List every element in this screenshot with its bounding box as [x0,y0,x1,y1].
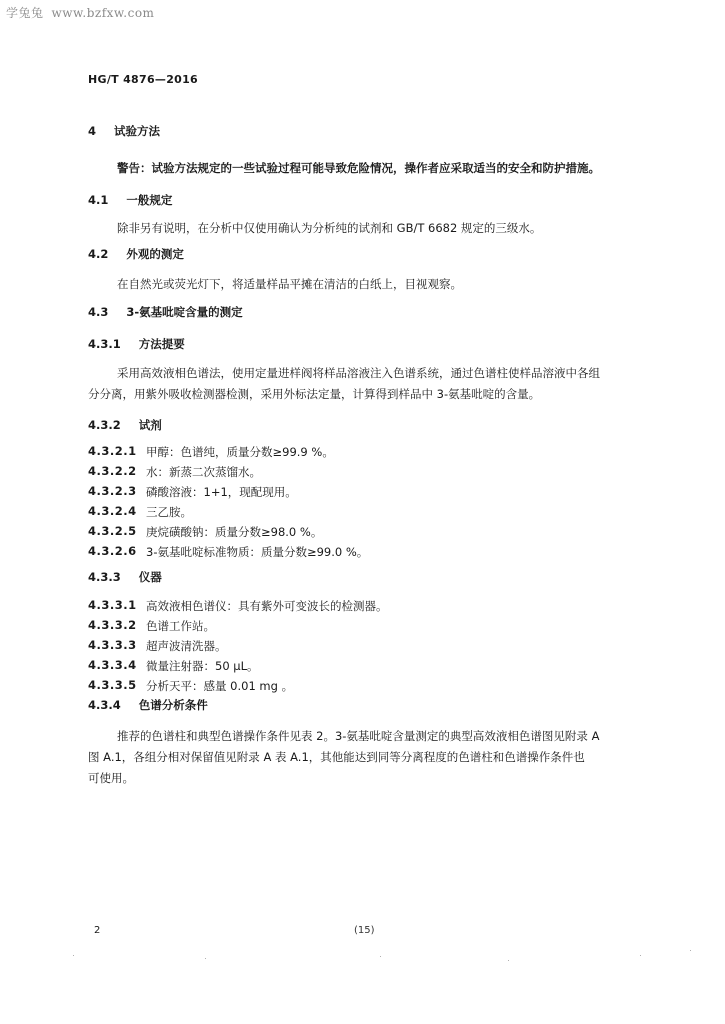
section-4-3-1-text-line-1: 采用高效液相色谱法，使用定量进样阀将样品溶液注入色谱系统，通过色谱柱使样品溶液中各组 [117,366,600,380]
instrument-text: 微量注射器：50 μL。 [146,659,259,673]
reagent-number: 4.3.2.5 [88,524,137,538]
instrument-text: 超声波清洗器。 [146,639,227,653]
section-title: 3-氨基吡啶含量的测定 [126,305,243,319]
section-4-3-4-heading [88,698,208,712]
section-number: 4.3 [88,305,109,319]
watermark [6,4,154,21]
instrument-number: 4.3.3.2 [88,618,137,632]
section-4-3-3-heading [88,570,162,584]
reagent-text: 磷酸溶液：1+1，现配现用。 [146,485,297,499]
warning-text: 警告：试验方法规定的一些试验过程可能导致危险情况，操作者应采取适当的安全和防护措施。 [117,161,600,175]
reagent-text: 庚烷磺酸钠：质量分数≥98.0 %。 [146,525,323,539]
section-title: 方法提要 [138,337,185,351]
instrument-number: 4.3.3.4 [88,658,137,672]
reagent-text: 甲醇：色谱纯，质量分数≥99.9 %。 [146,445,334,459]
section-4-3-4-text-line-3: 可使用。 [88,771,134,785]
section-title: 外观的测定 [126,247,184,261]
section-4-2-heading [88,247,184,261]
section-4-3-1-heading [88,337,185,351]
section-4-3-4-text-line-2: 图 A.1，各组分相对保留值见附录 A 表 A.1，其他能达到同等分离程度的色谱柱和色谱操作条件也 [88,750,585,764]
instrument-number: 4.3.3.3 [88,638,137,652]
instrument-number: 4.3.3.5 [88,678,137,692]
reagent-number: 4.3.2.3 [88,484,137,498]
section-number: 4.1 [88,193,109,207]
section-title: 试剂 [138,418,162,432]
reagent-number: 4.3.2.6 [88,544,137,558]
section-title: 一般规定 [126,193,173,207]
reagent-number: 4.3.2.4 [88,504,137,518]
watermark-site: www.bzfxw.com [51,6,155,20]
instrument-text: 色谱工作站。 [146,619,215,633]
standard-code: HG/T 4876—2016 [88,73,199,86]
section-number: 4.3.1 [88,337,121,351]
section-number: 4.3.2 [88,418,121,432]
reagent-number: 4.3.2.2 [88,464,137,478]
section-4-2-text: 在自然光或荧光灯下，将适量样品平摊在清洁的白纸上，目视观察。 [117,277,462,291]
page-number: 2 [94,925,101,936]
section-number: 4.2 [88,247,109,261]
reagent-text: 三乙胺。 [146,505,192,519]
reagent-text: 水：新蒸二次蒸馏水。 [146,465,261,479]
section-4-3-1-text-line-2: 分分离，用紫外吸收检测器检测，采用外标法定量，计算得到样品中 3-氨基吡啶的含量。 [88,387,541,401]
section-4-3-4-text-line-1: 推荐的色谱柱和典型色谱操作条件见表 2。3-氨基吡啶含量测定的典型高效液相色谱图见附录 A [117,729,600,743]
section-number: 4 [88,124,97,138]
section-title: 仪器 [138,570,162,584]
section-number: 4.3.4 [88,698,121,712]
reagent-text: 3-氨基吡啶标准物质：质量分数≥99.0 %。 [146,545,369,559]
instrument-text: 高效液相色谱仪：具有紫外可变波长的检测器。 [146,599,388,613]
section-4-3-2-heading [88,418,162,432]
section-4-1-text: 除非另有说明，在分析中仅使用确认为分析纯的试剂和 GB/T 6682 规定的三级水。 [117,221,542,235]
reagent-number: 4.3.2.1 [88,444,137,458]
section-title: 色谱分析条件 [138,698,208,712]
instrument-text: 分析天平：感量 0.01 mg 。 [146,679,294,693]
watermark-brand: 学兔兔 [6,6,44,20]
sheet-number: (15) [354,925,375,936]
section-4-1-heading [88,193,172,207]
section-4-3-heading [88,305,243,319]
section-4-heading [88,124,160,138]
section-number: 4.3.3 [88,570,121,584]
section-title: 试验方法 [114,124,161,138]
instrument-number: 4.3.3.1 [88,598,137,612]
